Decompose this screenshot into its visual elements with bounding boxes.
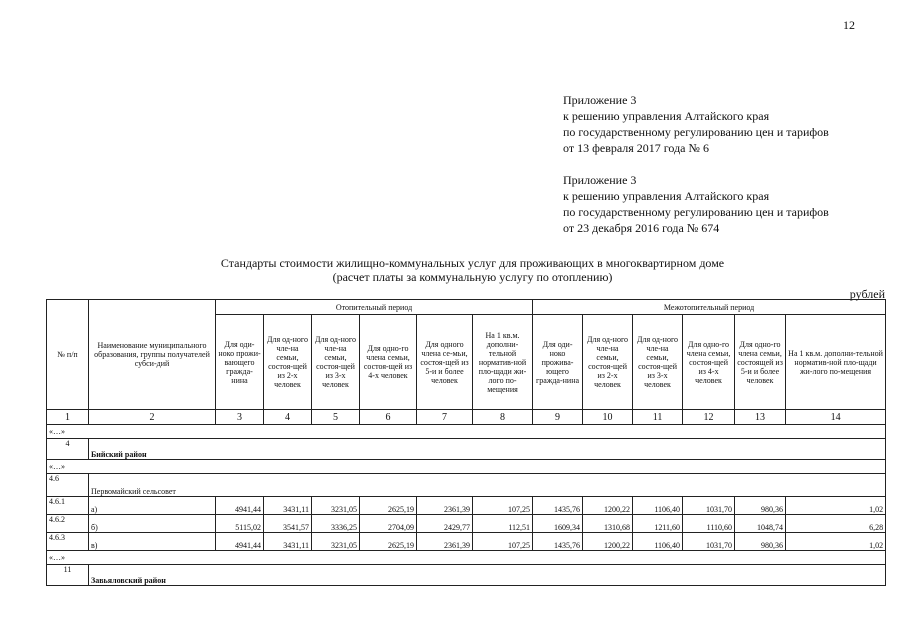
value-cell: 3336,25	[312, 515, 360, 533]
table-row	[47, 533, 886, 551]
column-number: 11	[633, 410, 683, 425]
header-name: Наименование муниципального образования, группы получателей субси-дий	[89, 300, 216, 410]
value-cell: 1048,74	[735, 515, 786, 533]
ellipsis: «…»	[47, 425, 886, 439]
title-line-1: Стандарты стоимости жилищно-коммунальных услуг для проживающих в многоквартирном доме	[220, 256, 725, 270]
row-code: 4.6	[47, 474, 89, 497]
appendix-line: от 13 февраля 2017 года № 6	[563, 141, 709, 155]
header-cell: Для одно-го члена семьи, состоящей из 5-и и более человек	[735, 315, 786, 410]
table-row	[47, 497, 886, 515]
appendix-line: по государственному регулированию цен и тарифов	[563, 125, 829, 139]
column-number: 9	[533, 410, 583, 425]
header-cell: Для одно-го члена семьи, состоя-щей из 4-х человек	[683, 315, 735, 410]
ellipsis: «…»	[47, 460, 886, 474]
value-cell: 1435,76	[533, 497, 583, 515]
header-cell: Для од-ного чле-на семьи, состоя-щей из 2-х человек	[264, 315, 312, 410]
appendix-line: Приложение 3	[563, 173, 637, 187]
ellipsis-row	[47, 425, 886, 439]
district-row	[47, 565, 886, 586]
column-number: 3	[216, 410, 264, 425]
tariff-table	[46, 299, 886, 586]
header-cell: Для оди-ноко прожи-вающего гражда-нина	[216, 315, 264, 410]
appendix-line: к решению управления Алтайского края	[563, 189, 770, 203]
column-number: 6	[360, 410, 417, 425]
value-cell: 2625,19	[360, 533, 417, 551]
value-cell: 3231,05	[312, 533, 360, 551]
units-label: рублей	[849, 287, 885, 301]
value-cell: 1211,60	[633, 515, 683, 533]
row-label: б)	[89, 515, 216, 533]
value-cell: 1435,76	[533, 533, 583, 551]
table-row	[47, 515, 886, 533]
value-cell: 2625,19	[360, 497, 417, 515]
appendix-line: от 23 декабря 2016 года № 674	[563, 221, 720, 235]
appendix-line: к решению управления Алтайского края	[563, 109, 770, 123]
header-cell: На 1 кв.м. дополни-тельной норматив-ной пло-щади жи-лого по-мещения	[473, 315, 533, 410]
value-cell: 1,02	[786, 497, 886, 515]
header-cell: Для од-ного чле-на семьи, состоя-щей из 3-х человек	[312, 315, 360, 410]
column-number: 14	[786, 410, 886, 425]
value-cell: 1110,60	[683, 515, 735, 533]
row-label: а)	[89, 497, 216, 515]
value-cell: 3431,11	[264, 497, 312, 515]
column-number: 13	[735, 410, 786, 425]
column-number: 1	[47, 410, 89, 425]
column-number: 8	[473, 410, 533, 425]
header-interheating-period: Межотопительный период	[533, 300, 886, 315]
column-number: 10	[583, 410, 633, 425]
row-code: 4.6.2	[47, 515, 89, 533]
header-cell: Для од-ного чле-на семьи, состоя-щей из 3-х человек	[633, 315, 683, 410]
header-cell: Для оди-ноко прожива-ющего гражда-нина	[533, 315, 583, 410]
appendix-block-1	[563, 92, 829, 156]
value-cell: 107,25	[473, 497, 533, 515]
value-cell: 3431,11	[264, 533, 312, 551]
value-cell: 980,36	[735, 497, 786, 515]
value-cell: 107,25	[473, 533, 533, 551]
column-number: 4	[264, 410, 312, 425]
header-np: № п/п	[47, 300, 89, 410]
column-number-row	[47, 410, 886, 425]
value-cell: 2361,39	[417, 497, 473, 515]
appendix-block-2	[563, 172, 829, 236]
ellipsis-row	[47, 551, 886, 565]
row-label: в)	[89, 533, 216, 551]
row-code: 4.6.1	[47, 497, 89, 515]
header-cell: Для одного члена се-мьи, состоя-щей из 5-и и более человек	[417, 315, 473, 410]
document-title	[60, 256, 885, 284]
value-cell: 3541,57	[264, 515, 312, 533]
header-cell: На 1 кв.м. дополни-тельной норматив-ной пло-щади жи-лого по-мещения	[786, 315, 886, 410]
value-cell: 1106,40	[633, 497, 683, 515]
value-cell: 980,36	[735, 533, 786, 551]
value-cell: 1,02	[786, 533, 886, 551]
value-cell: 2361,39	[417, 533, 473, 551]
value-cell: 2704,09	[360, 515, 417, 533]
column-number: 2	[89, 410, 216, 425]
settlement-row	[47, 474, 886, 497]
title-line-2: (расчет платы за коммунальную услугу по отоплению)	[332, 270, 613, 284]
row-code: 11	[47, 565, 89, 586]
value-cell: 1106,40	[633, 533, 683, 551]
ellipsis-row	[47, 460, 886, 474]
row-code: 4	[47, 439, 89, 460]
column-number: 7	[417, 410, 473, 425]
column-number: 5	[312, 410, 360, 425]
column-number: 12	[683, 410, 735, 425]
district-name: Бийский район	[89, 439, 886, 460]
appendix-line: Приложение 3	[563, 93, 637, 107]
value-cell: 1031,70	[683, 497, 735, 515]
header-cell: Для од-ного чле-на семьи, состоя-щей из 2-х человек	[583, 315, 633, 410]
value-cell: 3231,05	[312, 497, 360, 515]
header-row-top	[47, 300, 886, 315]
value-cell: 112,51	[473, 515, 533, 533]
page-number: 12	[843, 18, 855, 32]
district-name: Завьяловский район	[89, 565, 886, 586]
value-cell: 4941,44	[216, 533, 264, 551]
row-code: 4.6.3	[47, 533, 89, 551]
value-cell: 2429,77	[417, 515, 473, 533]
value-cell: 5115,02	[216, 515, 264, 533]
value-cell: 6,28	[786, 515, 886, 533]
header-heating-period: Отопительный период	[216, 300, 533, 315]
value-cell: 1200,22	[583, 533, 633, 551]
value-cell: 1609,34	[533, 515, 583, 533]
value-cell: 1310,68	[583, 515, 633, 533]
value-cell: 4941,44	[216, 497, 264, 515]
value-cell: 1200,22	[583, 497, 633, 515]
header-cell: Для одно-го члена семьи, состоя-щей из 4-х человек	[360, 315, 417, 410]
district-row	[47, 439, 886, 460]
ellipsis: «…»	[47, 551, 886, 565]
appendix-line: по государственному регулированию цен и тарифов	[563, 205, 829, 219]
settlement-name: Первомайский сельсовет	[89, 474, 886, 497]
value-cell: 1031,70	[683, 533, 735, 551]
